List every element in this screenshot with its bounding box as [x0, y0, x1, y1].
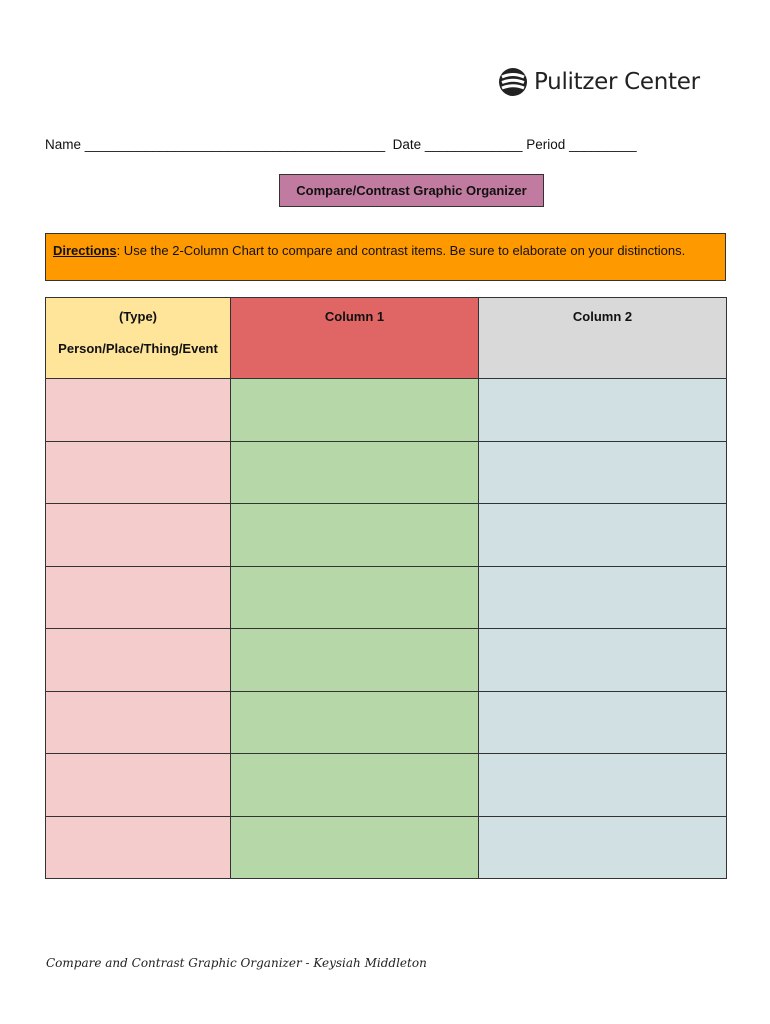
- date-field[interactable]: _____________: [424, 137, 523, 152]
- column-2-cell[interactable]: [479, 441, 727, 504]
- header-column-2-label: Column 2: [572, 309, 633, 324]
- column-1-cell[interactable]: [231, 504, 479, 567]
- type-cell[interactable]: [46, 504, 231, 567]
- column-2-cell[interactable]: [479, 754, 727, 817]
- column-2-cell[interactable]: [479, 691, 727, 754]
- table-header-row: [46, 298, 727, 379]
- footer-credit: Compare and Contrast Graphic Organizer - Keysiah Middleton: [46, 956, 427, 970]
- directions-box: [45, 233, 726, 281]
- column-1-cell[interactable]: [231, 379, 479, 442]
- header-type: [46, 298, 231, 379]
- column-1-cell[interactable]: [231, 754, 479, 817]
- table-row: [46, 441, 727, 504]
- header-column-2: [479, 298, 727, 379]
- organizer-table: [45, 297, 727, 879]
- table-row: [46, 816, 727, 879]
- column-2-cell[interactable]: [479, 504, 727, 567]
- period-label: Period: [526, 137, 566, 152]
- name-label: Name: [45, 137, 82, 152]
- type-cell[interactable]: [46, 816, 231, 879]
- table-row: [46, 566, 727, 629]
- header-column-1: [231, 298, 479, 379]
- page-title: Compare/Contrast Graphic Organizer: [279, 174, 544, 207]
- pulitzer-center-logo: [498, 64, 700, 100]
- header-type-label: (Type): [118, 309, 158, 324]
- column-1-cell[interactable]: [231, 629, 479, 692]
- name-field[interactable]: ________________________________________: [84, 137, 386, 152]
- date-label: Date: [392, 137, 422, 152]
- column-1-cell[interactable]: [231, 441, 479, 504]
- column-2-cell[interactable]: [479, 566, 727, 629]
- logo-text: Pulitzer Center: [534, 69, 700, 95]
- type-cell[interactable]: [46, 754, 231, 817]
- type-cell[interactable]: [46, 566, 231, 629]
- column-2-cell[interactable]: [479, 629, 727, 692]
- table-row: [46, 691, 727, 754]
- table-row: [46, 754, 727, 817]
- column-1-cell[interactable]: [231, 691, 479, 754]
- type-cell[interactable]: [46, 691, 231, 754]
- period-field[interactable]: _________: [569, 137, 637, 152]
- directions-text: : Use the 2-Column Chart to compare and contrast items. Be sure to elaborate on your distinctions.: [116, 243, 686, 258]
- pulitzer-center-logo-icon: [498, 67, 528, 97]
- column-2-cell[interactable]: [479, 379, 727, 442]
- type-cell[interactable]: [46, 629, 231, 692]
- table-row: [46, 629, 727, 692]
- type-cell[interactable]: [46, 379, 231, 442]
- type-cell[interactable]: [46, 441, 231, 504]
- column-1-cell[interactable]: [231, 816, 479, 879]
- student-info-line: [45, 137, 637, 152]
- column-1-cell[interactable]: [231, 566, 479, 629]
- table-row: [46, 504, 727, 567]
- table-row: [46, 379, 727, 442]
- directions-label: Directions: [53, 243, 117, 258]
- column-2-cell[interactable]: [479, 816, 727, 879]
- header-column-1-label: Column 1: [324, 309, 385, 324]
- header-type-sublabel: Person/Place/Thing/Event: [58, 341, 218, 356]
